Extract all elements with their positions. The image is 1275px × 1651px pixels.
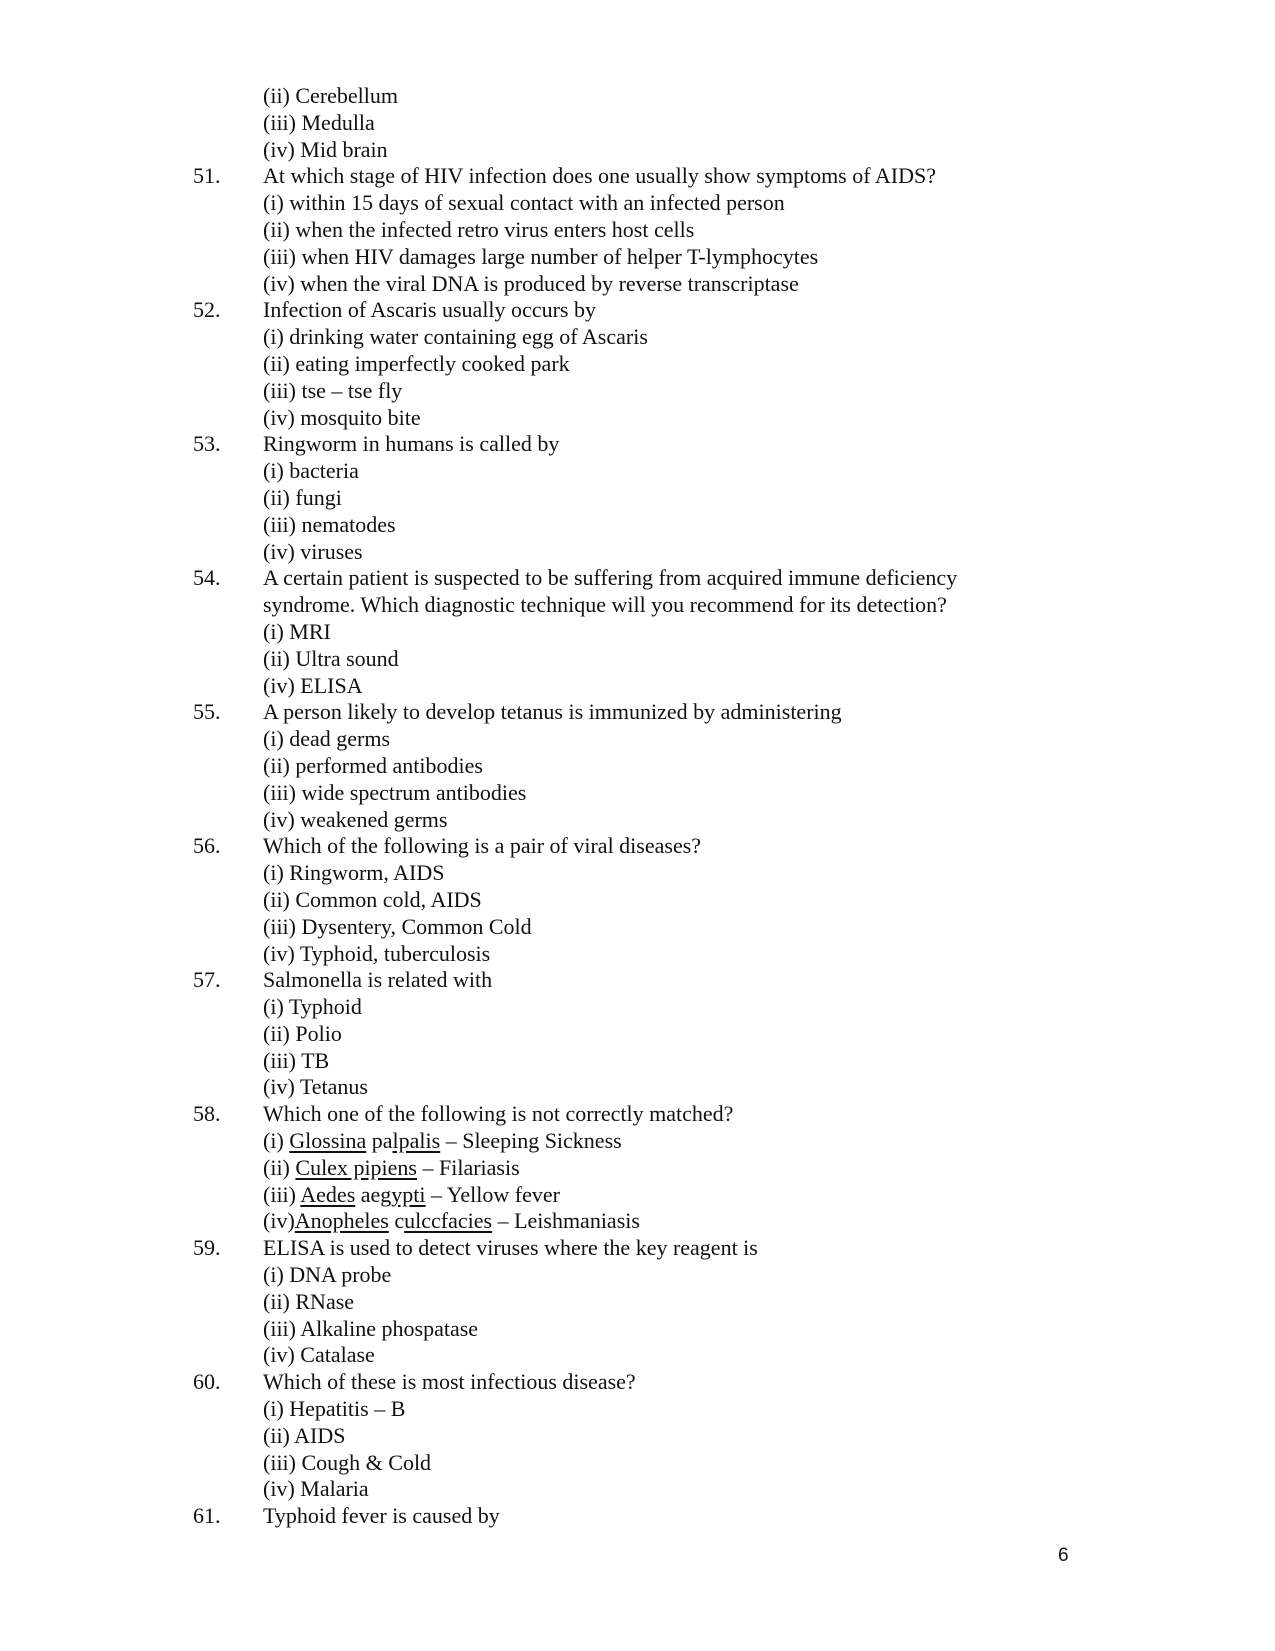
species-genus: Aedes (300, 1181, 356, 1207)
option-line (0, 110, 1275, 137)
option-line (0, 753, 1275, 780)
question-number: 59. (193, 1235, 221, 1261)
option-line (0, 190, 1275, 217)
option-text: (ii) Common cold, AIDS (263, 886, 482, 912)
option-text: (iv) weakened germs (263, 806, 448, 832)
option-line (0, 1423, 1275, 1450)
species-genus: Culex pipiens (295, 1154, 417, 1180)
option-line (0, 1396, 1275, 1423)
option-line (0, 1316, 1275, 1343)
option-text: (i) drinking water containing egg of Ascaris (263, 324, 648, 350)
question-text: Which of these is most infectious disease? (263, 1369, 636, 1395)
question-line (0, 1101, 1275, 1128)
option-line (0, 1476, 1275, 1503)
option-text: (iv) Tetanus (263, 1074, 368, 1100)
question-number: 52. (193, 297, 221, 323)
question-line (0, 1369, 1275, 1396)
question-text-continued: syndrome. Which diagnostic technique will you recommend for its detection? (263, 592, 947, 618)
option-line (0, 1342, 1275, 1369)
question-text: Which of the following is a pair of viral diseases? (263, 833, 702, 859)
option-prefix: (iii) (263, 1181, 301, 1207)
option-text: (iii) Medulla (263, 109, 375, 135)
option-line (0, 1048, 1275, 1075)
option-disease: – Filariasis (417, 1154, 520, 1180)
question-text: A certain patient is suspected to be suffering from acquired immune deficiency (263, 565, 958, 591)
question-text: Ringworm in humans is called by (263, 431, 560, 457)
question-text: Infection of Ascaris usually occurs by (263, 297, 596, 323)
option-line (0, 780, 1275, 807)
question-line (0, 967, 1275, 994)
option-text: (i) Typhoid (263, 994, 362, 1020)
question-number: 58. (193, 1101, 221, 1127)
option-text: (ii) fungi (263, 484, 342, 510)
option-line (0, 1262, 1275, 1289)
option-text (263, 1128, 622, 1155)
option-disease: – Sleeping Sickness (440, 1128, 622, 1154)
option-line (0, 485, 1275, 512)
option-text: (i) DNA probe (263, 1262, 392, 1288)
species-mid: c (388, 1208, 405, 1234)
question-line (0, 297, 1275, 324)
option-text: (iv) Typhoid, tuberculosis (263, 940, 491, 966)
option-prefix: (ii) (263, 1154, 296, 1180)
option-line (0, 1074, 1275, 1101)
question-line (0, 163, 1275, 190)
option-text (263, 1208, 640, 1235)
option-text: (i) dead germs (263, 726, 391, 752)
option-line (0, 887, 1275, 914)
option-disease: – Leishmaniasis (492, 1208, 640, 1234)
question-line (0, 833, 1275, 860)
species-epithet: ypti (391, 1181, 426, 1207)
option-prefix: (iv) (263, 1208, 295, 1234)
question-number: 61. (193, 1503, 221, 1529)
option-text: (i) Ringworm, AIDS (263, 860, 445, 886)
option-line (0, 1128, 1275, 1155)
option-line (0, 1021, 1275, 1048)
option-line (0, 539, 1275, 566)
option-text: (iii) when HIV damages large number of helper T-lymphocytes (263, 243, 819, 269)
option-line (0, 512, 1275, 539)
option-prefix: (i) (263, 1128, 290, 1154)
option-line (0, 860, 1275, 887)
option-line (0, 726, 1275, 753)
option-line (0, 994, 1275, 1021)
question-line (0, 1503, 1275, 1530)
option-text: (i) bacteria (263, 458, 359, 484)
option-text: (iii) tse – tse fly (263, 377, 403, 403)
option-line (0, 244, 1275, 271)
option-line (0, 807, 1275, 834)
option-line (0, 271, 1275, 298)
option-text: (iii) wide spectrum antibodies (263, 779, 527, 805)
question-number: 53. (193, 431, 221, 457)
option-text: (iii) nematodes (263, 511, 396, 537)
question-text: ELISA is used to detect viruses where the key reagent is (263, 1235, 758, 1261)
question-text: Salmonella is related with (263, 967, 493, 993)
option-text: (ii) eating imperfectly cooked park (263, 350, 570, 376)
option-text: (iv) when the viral DNA is produced by reverse transcriptase (263, 270, 799, 296)
option-text: (iv) mosquito bite (263, 404, 421, 430)
option-text: (iv) Malaria (263, 1476, 369, 1502)
option-line (0, 941, 1275, 968)
option-line (0, 405, 1275, 432)
option-line (0, 1208, 1275, 1235)
option-text: (ii) Cerebellum (263, 83, 399, 108)
option-text: (iii) Alkaline phospatase (263, 1315, 479, 1341)
question-number: 57. (193, 967, 221, 993)
option-text: (ii) Polio (263, 1020, 342, 1046)
option-text: (iv) Mid brain (263, 136, 388, 162)
option-line (0, 351, 1275, 378)
option-text: (ii) when the infected retro virus enters host cells (263, 216, 695, 242)
question-list (0, 83, 1275, 1530)
option-line (0, 1182, 1275, 1209)
option-text: (iii) Cough & Cold (263, 1449, 432, 1475)
option-text (263, 1155, 520, 1182)
option-line (0, 646, 1275, 673)
option-line (0, 1289, 1275, 1316)
option-text: (iv) viruses (263, 538, 363, 564)
option-text (263, 1182, 560, 1209)
option-text: (ii) RNase (263, 1288, 355, 1314)
option-text: (i) Hepatitis – B (263, 1396, 406, 1422)
species-genus: Glossina (289, 1128, 367, 1154)
question-line (0, 699, 1275, 726)
species-mid: aeg (355, 1181, 392, 1207)
question-text: A person likely to develop tetanus is immunized by administering (263, 699, 842, 725)
option-line (0, 458, 1275, 485)
question-text: Which one of the following is not correctly matched? (263, 1101, 734, 1127)
option-line (0, 378, 1275, 405)
option-text: (iv) Catalase (263, 1342, 375, 1368)
page-number: 6 (1058, 1545, 1069, 1566)
option-text: (iii) TB (263, 1047, 330, 1073)
option-text: (ii) AIDS (263, 1422, 346, 1448)
question-number: 60. (193, 1369, 221, 1395)
option-line (0, 673, 1275, 700)
question-number: 56. (193, 833, 221, 859)
option-text: (iii) Dysentery, Common Cold (263, 913, 532, 939)
option-text: (ii) performed antibodies (263, 752, 483, 778)
option-line (0, 1155, 1275, 1182)
option-line (0, 137, 1275, 164)
option-line (0, 217, 1275, 244)
option-line (0, 619, 1275, 646)
species-epithet: ulccfacies (404, 1208, 493, 1234)
option-text: (ii) Ultra sound (263, 645, 399, 671)
option-disease: – Yellow fever (425, 1181, 560, 1207)
question-line (0, 1235, 1275, 1262)
option-text: (iv) ELISA (263, 672, 363, 698)
question-text: Typhoid fever is caused by (263, 1503, 500, 1529)
species-epithet: lpalis (392, 1128, 441, 1154)
question-number: 55. (193, 699, 221, 725)
question-line (0, 431, 1275, 458)
question-line (0, 565, 1275, 592)
species-mid: pa (366, 1128, 393, 1154)
option-line (0, 1450, 1275, 1477)
option-text: (i) within 15 days of sexual contact with an infected person (263, 190, 785, 216)
question-number: 51. (193, 163, 221, 189)
option-line (0, 83, 1275, 110)
question-line-continued (0, 592, 1275, 619)
species-genus: Anopheles (294, 1208, 389, 1234)
option-line (0, 914, 1275, 941)
option-text: (i) MRI (263, 618, 331, 644)
question-text: At which stage of HIV infection does one usually show symptoms of AIDS? (263, 163, 936, 189)
option-line (0, 324, 1275, 351)
question-number: 54. (193, 565, 221, 591)
